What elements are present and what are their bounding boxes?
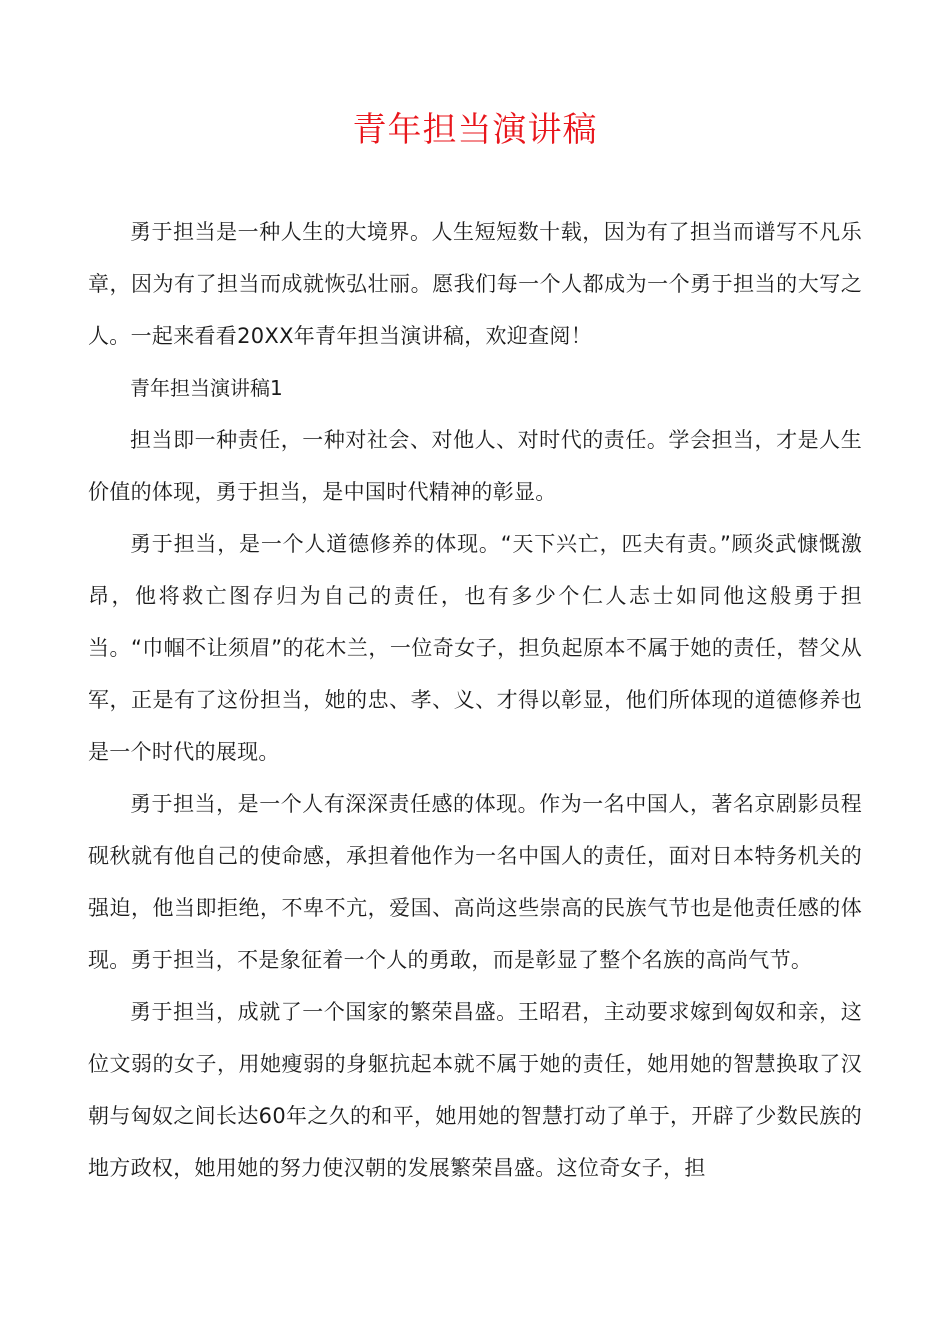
document-body (88, 206, 862, 1194)
body-paragraph: 勇于担当，成就了一个国家的繁荣昌盛。王昭君，主动要求嫁到匈奴和亲，这位文弱的女子，用她瘦弱的身躯抗起本就不属于她的责任，她用她的智慧换取了汉朝与匈奴之间长达60年之久的和平，她用她的智慧打动了单于，开辟了少数民族的地方政权，她用她的努力使汉朝的发展繁荣昌盛。这位奇女子，担 (88, 1000, 862, 1180)
intro-paragraph: 勇于担当是一种人生的大境界。人生短短数十载，因为有了担当而谱写不凡乐章，因为有了担当而成就恢弘壮丽。愿我们每一个人都成为一个勇于担当的大写之人。一起来看看20XX年青年担当演讲稿，欢迎查阅！ (88, 220, 862, 348)
section-heading: 青年担当演讲稿1 (130, 376, 283, 400)
body-paragraph: 担当即一种责任，一种对社会、对他人、对时代的责任。学会担当，才是人生价值的体现，勇于担当，是中国时代精神的彰显。 (88, 428, 862, 504)
document-title: 青年担当演讲稿 (352, 110, 598, 150)
body-paragraph: 勇于担当，是一个人有深深责任感的体现。作为一名中国人，著名京剧影员程砚秋就有他自己的使命感，承担着他作为一名中国人的责任，面对日本特务机关的强迫，他当即拒绝，不卑不亢，爱国、高尚这些崇高的民族气节也是他责任感的体现。勇于担当，不是象征着一个人的勇敢，而是彰显了整个名族的高尚气节。 (88, 792, 862, 972)
body-paragraph: 勇于担当，是一个人道德修养的体现。“天下兴亡，匹夫有责。”顾炎武慷慨激昂，他将救亡图存归为自己的责任，也有多少个仁人志士如同他这般勇于担当。“巾帼不让须眉”的花木兰，一位奇女子，担负起原本不属于她的责任，替父从军，正是有了这份担当，她的忠、孝、义、才得以彰显，他们所体现的道德修养也是一个时代的展现。 (88, 532, 862, 764)
